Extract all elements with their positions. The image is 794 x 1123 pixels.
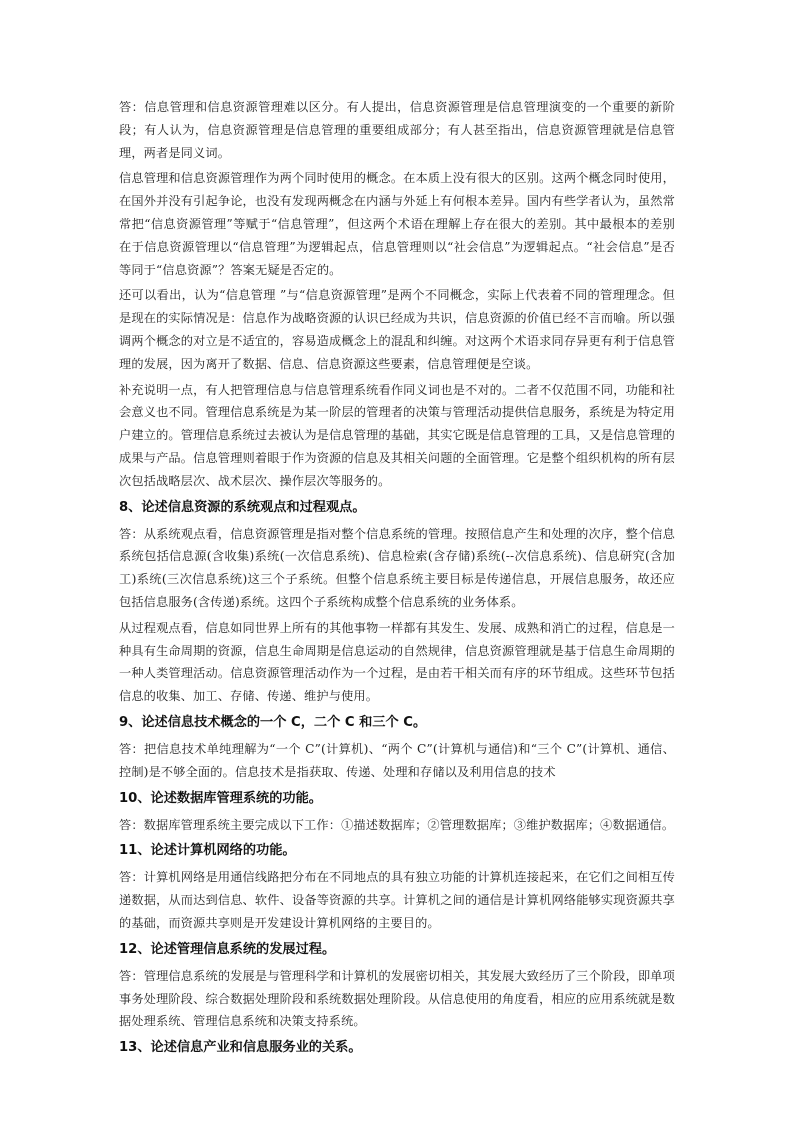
answer-paragraph: 答：管理信息系统的发展是与管理科学和计算机的发展密切相关，其发展大致经历了三个阶段，即单项事务处理阶段、综合数据处理阶段和系统数据处理阶段。从信息使用的角度看，相应的应用系统就是数据处理系统、管理信息系统和决策支持系统。 — [119, 968, 675, 1029]
question-heading-11: 11、论述计算机网络的功能。 — [119, 843, 296, 859]
question-heading-9: 9、论述信息技术概念的一个 C，二个 C 和三个 C。 — [119, 714, 427, 730]
question-heading-8: 8、论述信息资源的系统观点和过程观点。 — [119, 499, 366, 515]
answer-paragraph: 答：把信息技术单纯理解为“一个 C”(计算机)、“两个 C”(计算机与通信)和“三个 C”(计算机、通信、控制)是不够全面的。信息技术是指获取、传递、处理和存储以及利用信息的技术 — [119, 741, 675, 779]
question-heading-13: 13、论述信息产业和信息服务业的关系。 — [119, 1040, 362, 1056]
body-paragraph: 还可以看出，认为“信息管理 ”与“信息资源管理”是两个不同概念，实际上代表着不同的管理理念。但是现在的实际情况是：信息作为战略资源的认识已经成为共识，信息资源的价值已经不言而喻。所以强调两个概念的对立是不适宜的，容易造成概念上的混乱和纠缠。对这两个术语求同存异更有利于信息管理的发展，因为离开了数据、信息、信息资源这些要素，信息管理便是空谈。 — [119, 288, 675, 371]
answer-paragraph: 答：数据库管理系统主要完成以下工作：①描述数据库；②管理数据库；③维护数据库；④数据通信。 — [119, 817, 675, 832]
answer-paragraph: 答：信息管理和信息资源管理难以区分。有人提出，信息资源管理是信息管理演变的一个重要的新阶段；有人认为，信息资源管理是信息管理的重要组成部分；有人甚至指出，信息资源管理就是信息管理，两者是同义词。 — [119, 100, 675, 160]
body-paragraph: 从过程观点看，信息如同世界上所有的其他事物一样都有其发生、发展、成熟和消亡的过程，信息是一种具有生命周期的资源，信息生命周期是信息运动的自然规律，信息资源管理就是基于信息生命周期的一种人类管理活动。信息资源管理活动作为一个过程，是由若干相关而有序的环节组成。这些环节包括信息的收集、加工、存储、传递、维护与使用。 — [119, 620, 675, 704]
question-heading-10: 10、论述数据库管理系统的功能。 — [119, 790, 322, 806]
answer-paragraph: 答：从系统观点看，信息资源管理是指对整个信息系统的管理。按照信息产生和处理的次序，整个信息系统包括信息源(含收集)系统(一次信息系统)、信息检索(含存储)系统(--次信息系统)、信息研究(含加工)系统(三次信息系统)这三个子系统。但整个信息系统主要目标是传递信息，开展信息服务，故还应包括信息服务(含传递)系统。这四个子系统构成整个信息系统的业务体系。 — [119, 526, 675, 609]
body-paragraph: 信息管理和信息资源管理作为两个同时使用的概念。在本质上没有很大的区别。这两个概念同时使用，在国外并没有引起争论，也没有发现两概念在内涵与外延上有何根本差异。国内有些学者认为，虽然常常把“信息资源管理”等赋于“信息管理”，但这两个术语在理解上存在很大的差别。其中最根本的差别在于信息资源管理以“信息管理”为逻辑起点，信息管理则以“社会信息”为逻辑起点。“社会信息”是否等同于“信息资源”？答案无疑是否定的。 — [119, 171, 675, 277]
question-heading-12: 12、论述管理信息系统的发展过程。 — [119, 941, 336, 957]
document-page — [119, 96, 675, 1063]
answer-paragraph: 答：计算机网络是用通信线路把分布在不同地点的具有独立功能的计算机连接起来，在它们之间相互传递数据，从而达到信息、软件、设备等资源的共享。计算机之间的通信是计算机网络能够实现资源共享的基础，而资源共享则是开发建设计算机网络的主要目的。 — [119, 870, 675, 930]
body-paragraph: 补充说明一点，有人把管理信息与信息管理系统看作同义词也是不对的。二者不仅范围不同，功能和社会意义也不同。管理信息系统是为某一阶层的管理者的决策与管理活动提供信息服务，系统是为特定用户建立的。管理信息系统过去被认为是信息管理的基础，其实它既是信息管理的工具，又是信息管理的成果与产品。信息管理则着眼于作为资源的信息及其相关问题的全面管理。它是整个组织机构的所有层次包括战略层次、战术层次、操作层次等服务的。 — [119, 382, 675, 488]
